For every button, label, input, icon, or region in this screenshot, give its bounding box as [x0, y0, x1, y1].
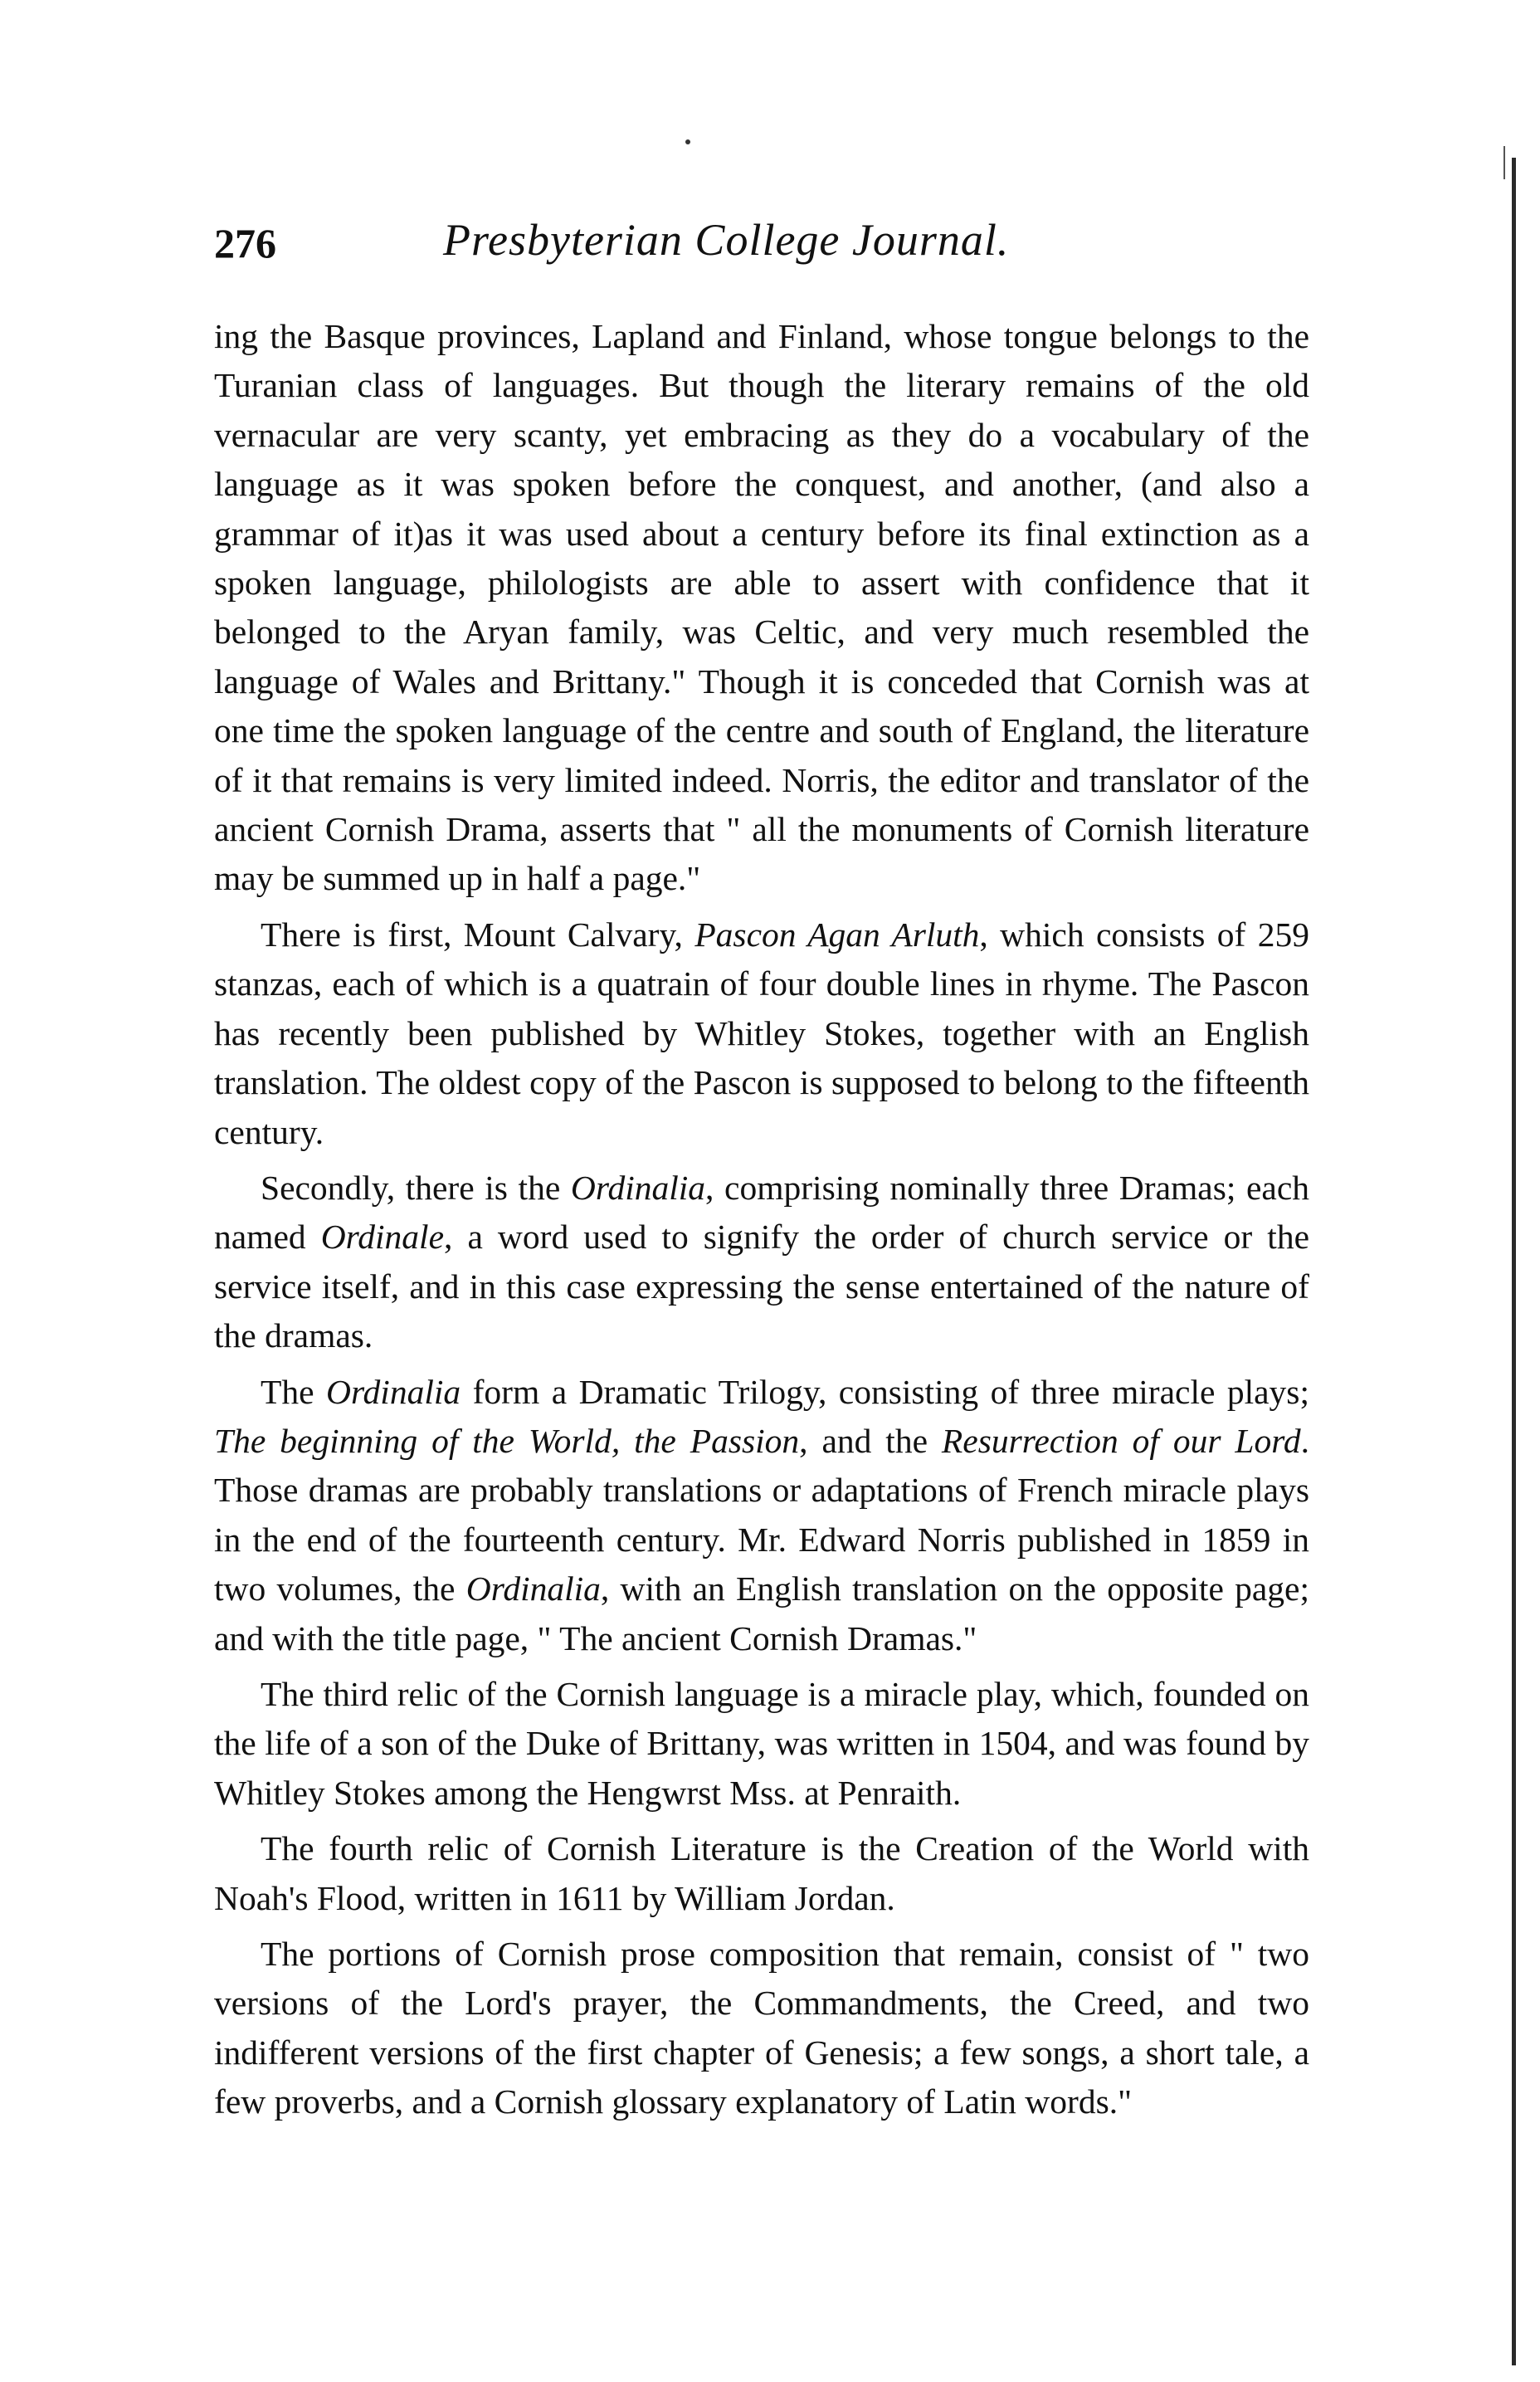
italic-title-text: Resurrection of our Lord: [941, 1421, 1301, 1460]
text-run: The portions of Cornish prose composition that remain, consist of " two versions of the Lord's prayer, the Commandments, the Creed, and two indifferent versions of the first chapter of Genesis; a few songs, a short tale, a few proverbs, and a Cornish glossary explanatory of Latin words.": [214, 1935, 1309, 2121]
scan-edge-mark: [1503, 146, 1505, 179]
text-run: Secondly, there is the: [261, 1168, 571, 1207]
italic-title-text: Ordinalia: [570, 1168, 706, 1207]
text-run: , and the: [799, 1421, 942, 1460]
text-run: , which consists of 259 stanzas, each of which is a quatrain of four double lines in rhyme. The Pascon has recently been published by Whitley Stokes, together with an English translation. The oldest copy of the Pascon is supposed to belong to the fifteenth century.: [214, 915, 1309, 1151]
text-run: The fourth relic of Cornish Literature is the Creation of the World with Noah's Flood, written in 1611 by William Jordan.: [214, 1829, 1309, 1917]
italic-title-text: The beginning of the World, the Passion: [214, 1421, 800, 1460]
page-header: [214, 214, 1343, 281]
text-run: , a word used to signify the order of church service or the service itself, and in this case expressing the sense entertained of the nature of the dramas.: [214, 1218, 1309, 1355]
paragraph-third-relic: [214, 1670, 1309, 1818]
paragraph-prose-portions: [214, 1930, 1309, 2127]
page-number: 276: [214, 220, 276, 266]
paragraph-continuation: [214, 312, 1309, 904]
paragraph-fourth-relic: [214, 1824, 1309, 1923]
paragraph-trilogy: [214, 1368, 1309, 1663]
scan-edge-line: [1512, 158, 1516, 2365]
italic-title-text: Pascon Agan Arluth: [694, 915, 980, 954]
running-head: Presbyterian College Journal.: [443, 215, 1010, 265]
text-run: The: [261, 1372, 326, 1411]
italic-title-text: Ordinale: [320, 1218, 444, 1257]
text-run: The third relic of the Cornish language is a miracle play, which, founded on the life of a son of the Duke of Brittany, was written in 1504, and was found by Whitley Stokes among the Hengwrst Mss. at Penraith.: [214, 1674, 1309, 1812]
article-body: [214, 312, 1309, 2134]
paragraph-mount-calvary: [214, 910, 1309, 1157]
text-run: There is first, Mount Calvary,: [261, 915, 695, 954]
italic-title-text: Ordinalia: [465, 1569, 601, 1608]
text-run: ing the Basque provinces, Lapland and Finland, whose tongue belongs to the Turanian class of languages. But though the literary remains of the old vernacular are very scanty, yet embracing as they do a vocabulary of the language as it was spoken before the conquest, and another, (and also a grammar of it)as it was used about a century before its final extinction as a spoken language, philologists are able to assert with confidence that it belonged to the Aryan family, was Celtic, and very much resembled the language of Wales and Brittany." Though it is conceded that Cornish was at one time the spoken language of the centre and south of England, the literature of it that remains is very limited indeed. Norris, the editor and translator of the ancient Cornish Drama, asserts that " all the monuments of Cornish literature may be summed up in half a page.": [214, 317, 1309, 898]
text-run: , comprising nominally three Dramas; each named: [214, 1168, 1309, 1257]
paragraph-ordinalia: [214, 1164, 1309, 1361]
text-run: form a Dramatic Trilogy, consisting of three miracle plays;: [461, 1372, 1309, 1411]
scan-speck: [685, 139, 690, 144]
italic-title-text: Ordinalia: [325, 1372, 461, 1411]
text-run: , with an English translation on the opposite page; and with the title page, " The ancient Cornish Dramas.": [214, 1569, 1309, 1657]
text-run: . Those dramas are probably translations or adaptations of French miracle plays in the end of the fourteenth century. Mr. Edward Norris published in 1859 in two volumes, the: [214, 1421, 1310, 1608]
